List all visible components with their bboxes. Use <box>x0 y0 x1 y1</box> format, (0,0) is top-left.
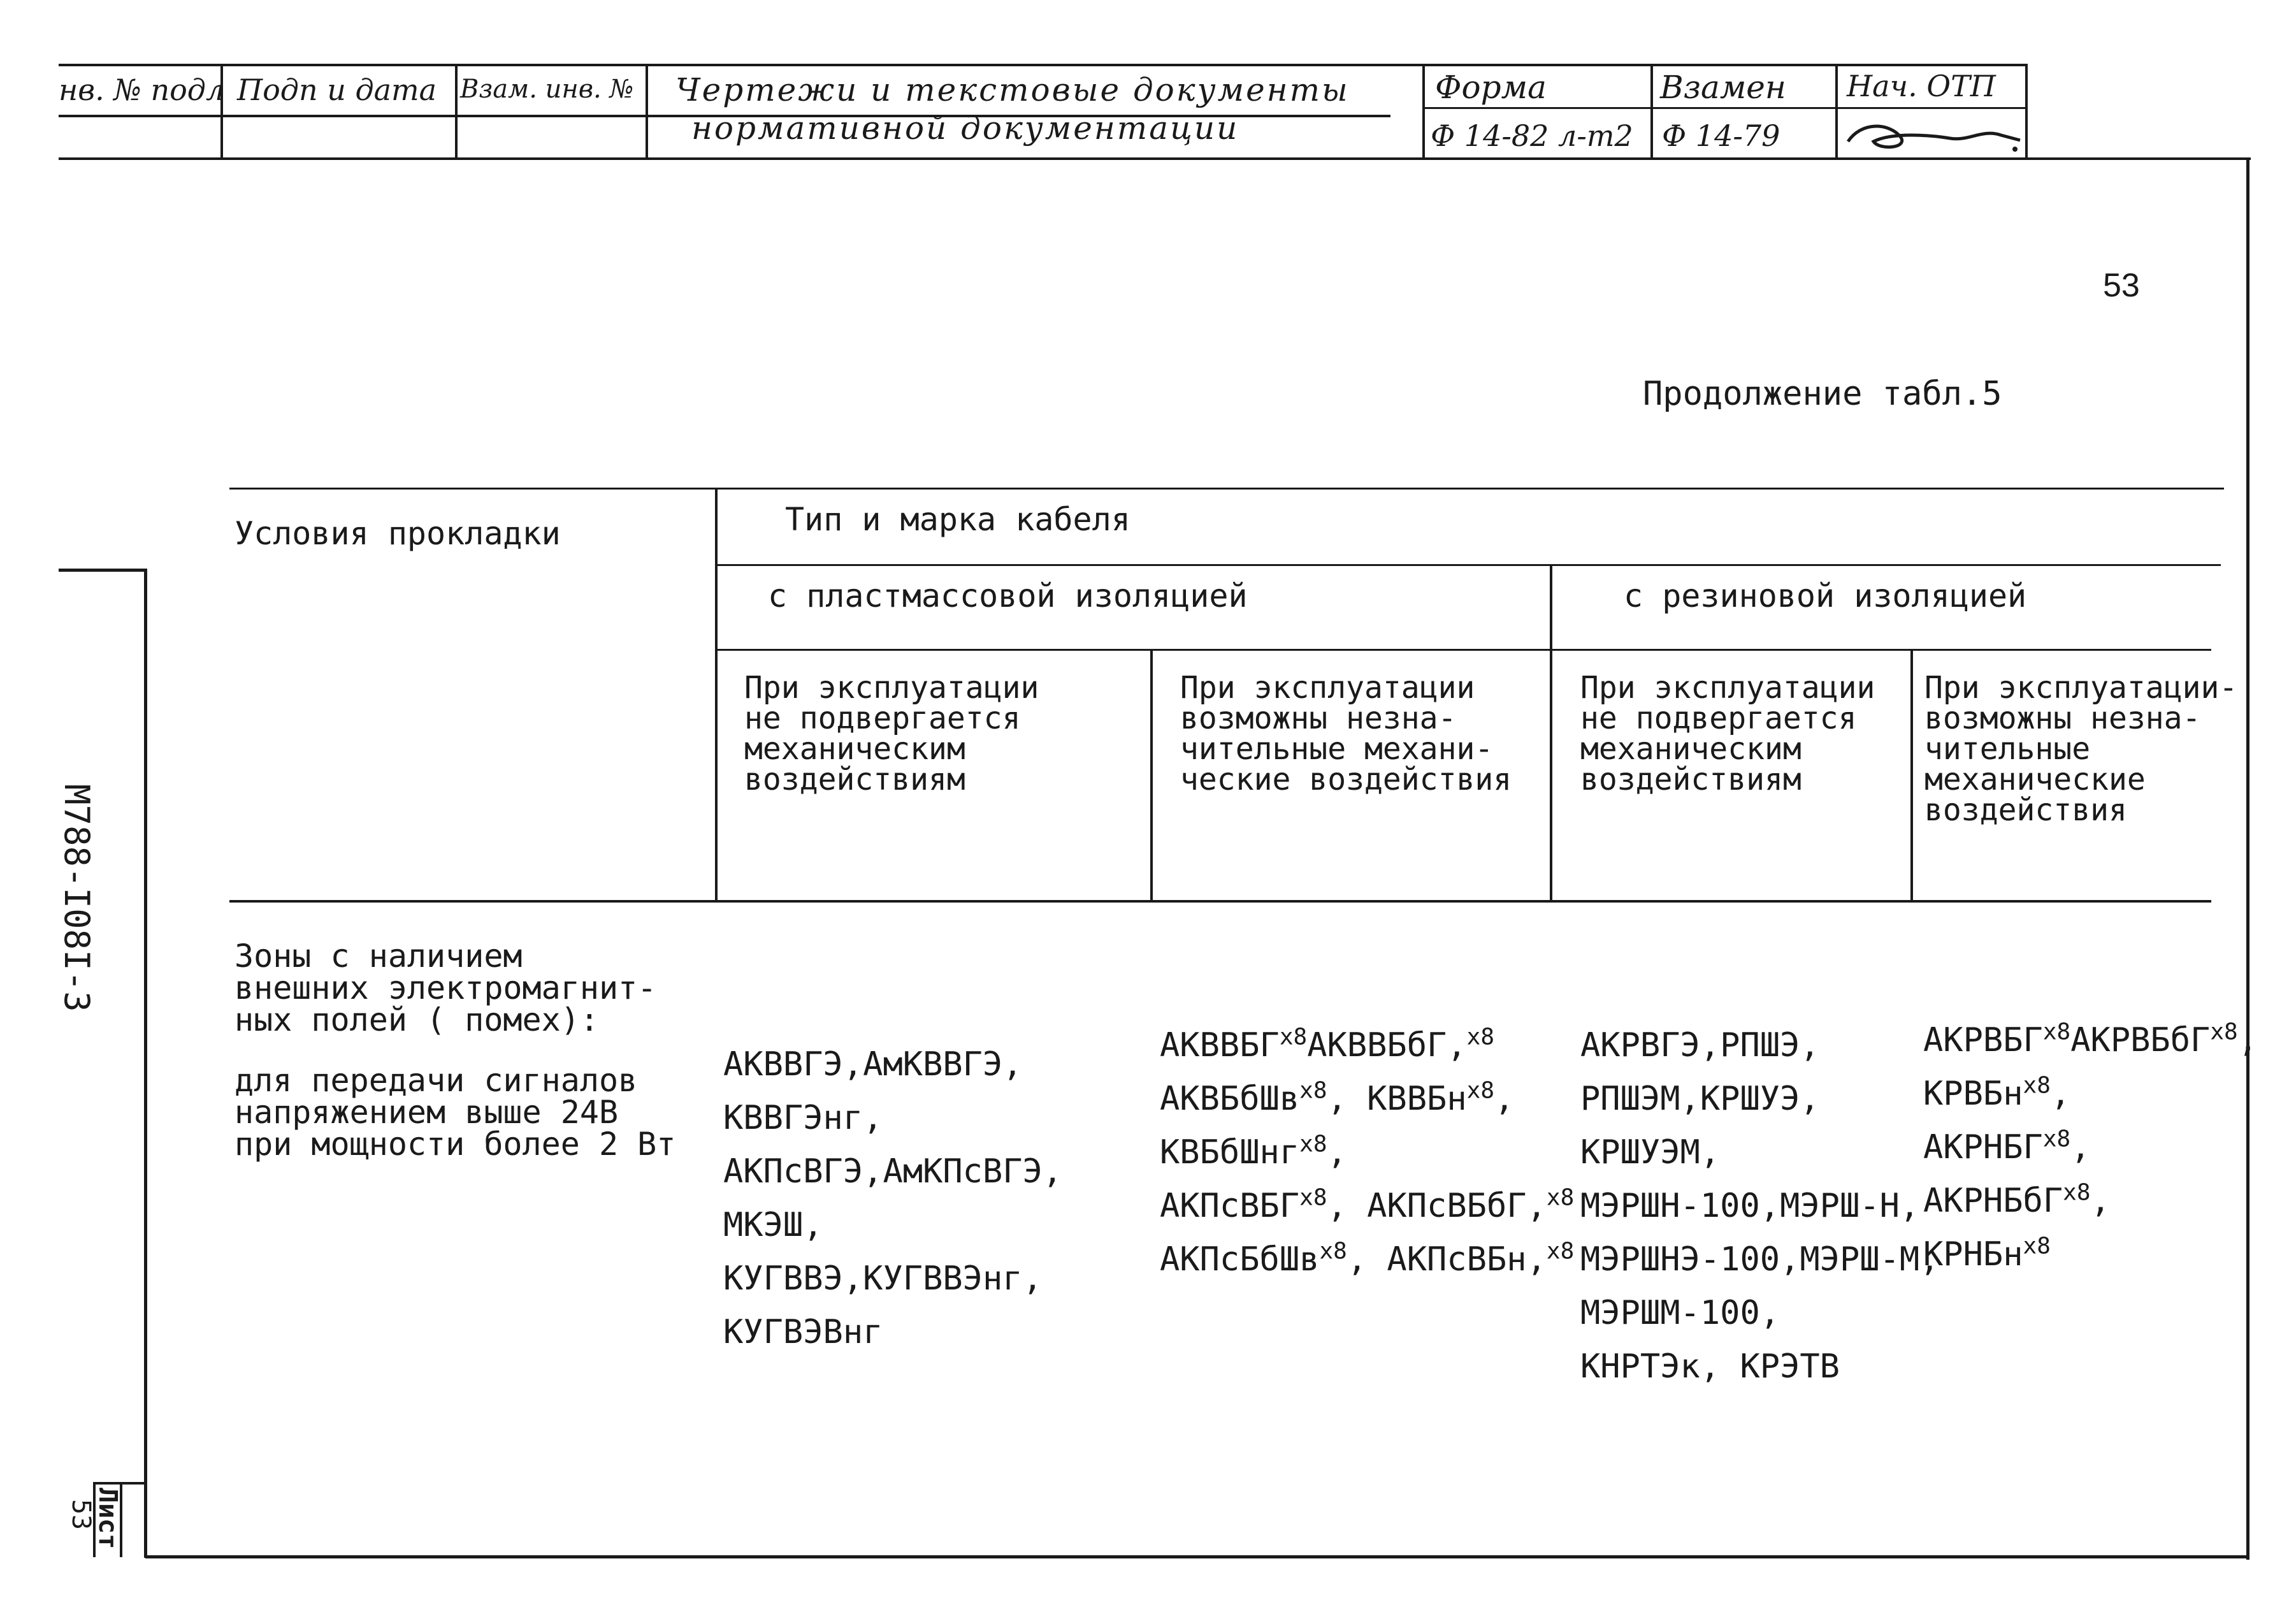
cable-entry <box>1923 1067 2258 1121</box>
sign-date-label: Подп и дата <box>237 73 437 107</box>
footnote-mark: х8 <box>1299 1077 1327 1104</box>
cable-entry <box>1923 1121 2258 1174</box>
footnote-mark: х8 <box>2042 1019 2071 1045</box>
cable-entry: КУГВВЭ,КУГВВЭнг, <box>723 1260 1043 1298</box>
cable-entry: АКВВГЭ,АмКВВГЭ, <box>723 1045 1023 1084</box>
cable-entry: КУГВЭВнг <box>723 1313 883 1351</box>
cable-entry: АКПсВГЭ,АмКПсВГЭ, <box>723 1152 1063 1191</box>
cable-mark-text: , <box>2070 1128 2091 1166</box>
subheader-plastic-minor-impact: При эксплуатации возможны незна- чительные механи- ческие воздействия <box>1180 670 1512 797</box>
inv-number-label: нв. № подл <box>59 73 225 107</box>
cable-mark-text: АКВВБГ <box>1160 1026 1280 1064</box>
form-value: Ф 14-82 л-т2 <box>1431 119 1633 153</box>
footnote-mark: х8 <box>1546 1238 1575 1265</box>
row-condition: Зоны с наличием внешних электромагнит- ных полей ( помех): <box>235 938 657 1038</box>
cable-mark-text: АКРНБбГ <box>1923 1182 2063 1220</box>
cable-mark-text: АКПсБбШв <box>1160 1240 1320 1279</box>
form-label: Форма <box>1435 69 1547 106</box>
cable-mark-text: АКВВБбГ, <box>1307 1026 1467 1064</box>
cable-mark-text: , <box>2237 1021 2258 1059</box>
cables-rubber-no-impact <box>1580 1019 1940 1393</box>
cable-entry <box>1923 1013 2258 1067</box>
cable-mark-text: АКВБбШв <box>1160 1080 1300 1118</box>
cable-mark-text: , АКПсВБн, <box>1347 1240 1547 1279</box>
cable-mark-text: , <box>2050 1075 2071 1113</box>
cable-mark-text: , АКПсВБбГ, <box>1327 1187 1547 1225</box>
stamp-title-line1: Чертежи и текстовые документы <box>675 71 1350 108</box>
footnote-mark: х8 <box>1546 1184 1575 1211</box>
cable-mark-text: КРВБн <box>1923 1075 2023 1113</box>
subheader-plastic-no-impact: При эксплуатации не подвергается механическим воздействиям <box>744 670 1039 797</box>
cable-mark-text: , <box>1327 1133 1347 1172</box>
page-number: 53 <box>2103 267 2140 304</box>
cable-mark-text: АКРВБбГ <box>2070 1021 2211 1059</box>
cable-mark-text: АКРВБГ <box>1923 1021 2043 1059</box>
cable-mark-text: КРНБн <box>1923 1235 2023 1274</box>
otp-label: Нач. ОТП <box>1847 69 1996 103</box>
footnote-mark: х8 <box>1466 1077 1495 1104</box>
cable-entry <box>1923 1174 2258 1228</box>
table-caption: Продолжение табл.5 <box>1643 375 2002 413</box>
cable-mark-text: АКПсВБГ <box>1160 1187 1300 1225</box>
replace-value: Ф 14-79 <box>1662 119 1780 153</box>
cable-entry <box>1160 1233 1574 1286</box>
cable-mark-text: , <box>1494 1080 1515 1118</box>
subheader-rubber-no-impact: При эксплуатации не подвергается механическим воздействиям <box>1580 670 1875 797</box>
cable-entry <box>1160 1072 1574 1126</box>
sheet-number: 53 <box>66 1499 96 1530</box>
stamp-title-line2: нормативной документации <box>691 110 1239 147</box>
cable-entry: МКЭШ, <box>723 1206 823 1244</box>
cable-entry: КРШУЭМ, <box>1580 1133 1721 1172</box>
footnote-mark: х8 <box>2023 1233 2051 1260</box>
footnote-mark: х8 <box>1299 1131 1327 1158</box>
footnote-mark: х8 <box>1279 1024 1308 1050</box>
row-condition-detail: для передачи сигналов напряжением выше 24В при мощности более 2 Вт <box>235 1062 676 1163</box>
cable-entry: МЭРШН-100,МЭРШ-Н, <box>1580 1187 1920 1225</box>
header-cable-type: Тип и марка кабеля <box>785 501 1130 538</box>
cables-rubber-minor-impact <box>1923 1013 2258 1281</box>
cable-entry <box>1923 1228 2258 1281</box>
subheader-rubber-minor-impact: При эксплуатации- возможны незна- чительные механические воздействия <box>1924 670 2238 828</box>
footnote-mark: х8 <box>2042 1126 2071 1152</box>
header-conditions: Условия прокладки <box>235 515 561 552</box>
cables-plastic-minor-impact <box>1160 1019 1574 1286</box>
footnote-mark: х8 <box>1466 1024 1495 1050</box>
document-code: М788-I08I-3 <box>57 784 97 1012</box>
cable-mark-text: АКРНБГ <box>1923 1128 2043 1166</box>
cable-entry: АКРВГЭ,РПШЭ, <box>1580 1026 1820 1064</box>
cable-entry: КВВГЭнг, <box>723 1099 883 1137</box>
footnote-mark: х8 <box>1319 1238 1347 1265</box>
footnote-mark: х8 <box>2210 1019 2238 1045</box>
cable-entry: МЭРШНЭ-100,МЭРШ-М, <box>1580 1240 1940 1279</box>
footnote-mark: х8 <box>1299 1184 1327 1211</box>
replace-inv-label: Взам. инв. № <box>460 75 634 104</box>
cable-entry <box>1160 1126 1574 1179</box>
cable-entry: РПШЭМ,КРШУЭ, <box>1580 1080 1820 1118</box>
cable-mark-text: , КВВБн <box>1327 1080 1467 1118</box>
signature-mark <box>1842 116 2026 161</box>
sheet-label: Лист <box>93 1488 122 1550</box>
cable-entry <box>1160 1019 1574 1072</box>
cable-mark-text: , <box>2090 1182 2111 1220</box>
cables-plastic-no-impact <box>723 1038 1062 1359</box>
header-plastic-insulation: с пластмассовой изоляцией <box>768 577 1248 614</box>
cable-entry: КНРТЭк, КРЭТВ <box>1580 1347 1840 1386</box>
header-rubber-insulation: с резиновой изоляцией <box>1624 577 2027 614</box>
cable-entry: МЭРШМ-100, <box>1580 1294 1780 1332</box>
footnote-mark: х8 <box>2063 1179 2091 1206</box>
footnote-mark: х8 <box>2023 1072 2051 1099</box>
replace-label: Взамен <box>1660 69 1786 106</box>
cable-entry <box>1160 1179 1574 1233</box>
cable-mark-text: КВБбШнг <box>1160 1133 1300 1172</box>
